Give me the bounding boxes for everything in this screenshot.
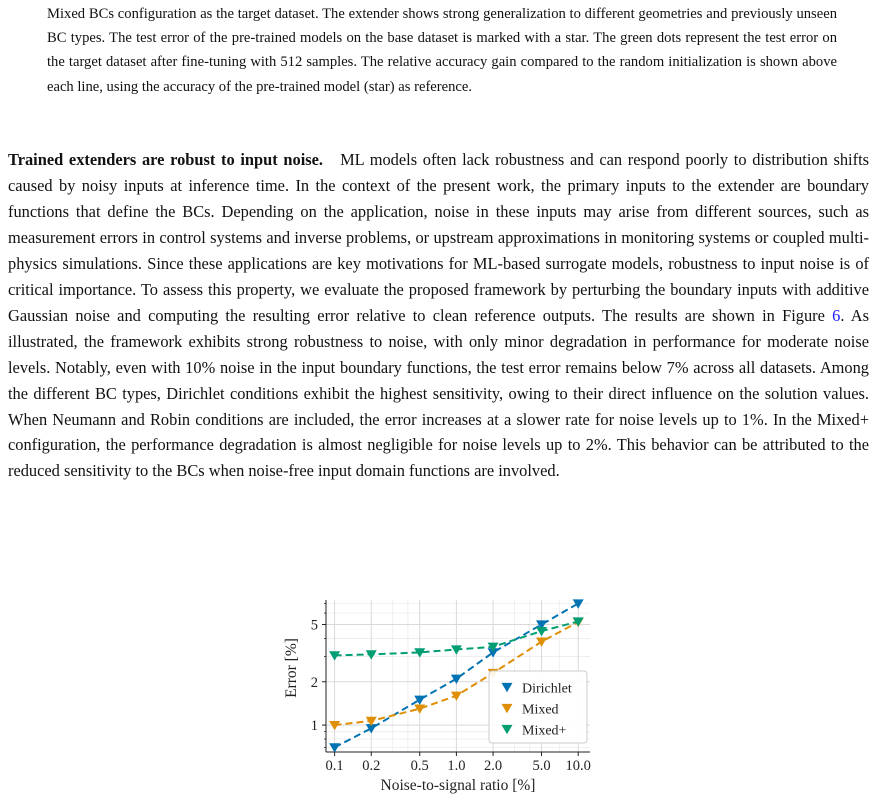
paragraph-text: ML models often lack robustness and can respond poorly to distribution shifts caused by noisy inputs at inference time. In the context of the present work, the primary inputs to the extender are boundary functions that define the BCs. Depending on the application, noise in these inputs may arise from different sources, such as measurement errors in control systems and inverse problems, or upstream approximations in monitoring systems or coupled multi-physics simulations. Since these applications are key motivations for ML-based surrogate models, robustness to input noise is of critical importance. To assess this property, we evaluate the proposed framework by perturbing the boundary inputs with additive Gaussian noise and computing the resulting error relative to clean reference outputs. The results are shown in Figure — [8, 150, 870, 325]
data-point-dirichlet — [329, 743, 340, 752]
x-tick-label: 0.2 — [362, 758, 381, 774]
legend-label-mixed-plus: Mixed+ — [522, 723, 567, 739]
x-tick-label: 0.5 — [410, 758, 429, 774]
data-point-dirichlet — [573, 599, 584, 608]
x-tick-label: 10.0 — [565, 758, 591, 774]
x-axis-label: Noise-to-signal ratio [%] — [380, 777, 536, 794]
data-point-mixed-plus — [536, 627, 547, 636]
figure-caption — [47, 2, 837, 99]
paragraph-text-continued: . As illustrated, the framework exhibits strong robustness to noise, with only minor degradation in performance for moderate noise levels. Notably, even with 10% noise in the input boundary functions, the test error remains below 7% across all datasets. Among the different BC types, Dirichlet conditions exhibit the highest sensitivity, owing to their direct influence on the solution values. When Neumann and Robin conditions are included, the error increases at a slower rate for noise levels up to 1%. In the Mixed+ configuration, the performance degradation is almost negligible for noise levels up to 2%. This behavior can be attributed to the reduced sensitivity to the BCs when noise-free input domain functions are involved. — [8, 305, 869, 481]
paragraph-lead: Trained extenders are robust to input noise. — [8, 150, 324, 169]
noise-robustness-figure — [270, 592, 610, 806]
data-point-dirichlet — [414, 696, 425, 705]
x-tick-label: 5.0 — [532, 758, 551, 774]
y-tick-label: 5 — [310, 617, 318, 634]
noise-chart — [270, 592, 610, 806]
y-axis-label: Error [%] — [283, 638, 300, 698]
data-point-mixed — [536, 638, 547, 647]
y-tick-label: 1 — [310, 718, 318, 735]
x-tick-label: 2.0 — [483, 758, 503, 774]
legend-label-dirichlet: Dirichlet — [522, 681, 572, 697]
legend-label-mixed: Mixed — [522, 702, 559, 718]
x-tick-label: 0.1 — [325, 758, 344, 774]
figure-reference-link[interactable]: 6 — [832, 305, 841, 325]
body-paragraph — [8, 147, 869, 484]
x-tick-label: 1.0 — [447, 758, 466, 774]
caption-text: Mixed BCs configuration as the target dataset. The extender shows strong generalization to different geometries and previously unseen BC types. The test error of the pre-trained models on the base dataset is marked with a star. The green dots represent the test error on the target dataset after fine-tuning with 512 samples. The relative accuracy gain compared to the random initialization is shown above each line, using the accuracy of the pre-trained model (star) as reference. — [47, 6, 837, 95]
data-point-dirichlet — [451, 675, 462, 684]
data-point-mixed-plus — [366, 650, 377, 659]
y-tick-label: 2 — [310, 674, 318, 691]
